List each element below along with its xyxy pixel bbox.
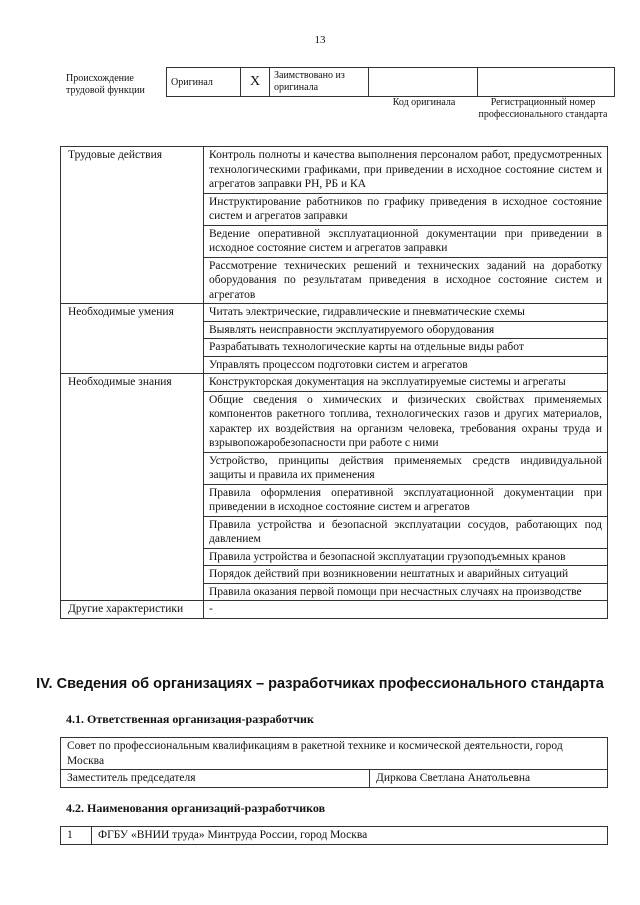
row-group-label: Другие характеристики (61, 601, 204, 619)
origin-original: Оригинал (167, 68, 241, 97)
page-number: 13 (314, 34, 326, 46)
table-cell: Правила устройства и безопасной эксплуатации грузоподъемных кранов (204, 548, 608, 566)
table-cell: Контроль полноты и качества выполнения персоналом работ, предусмотренных технологическими графиками, при приведении в исходное состояние систем и агрегатов заправки РН, РБ и КА (204, 147, 608, 194)
table-cell: Устройство, принципы действия применяемых средств индивидуальной защиты и правила их применения (204, 452, 608, 484)
org-position: Заместитель председателя (61, 770, 370, 788)
table-cell: Порядок действий при возникновении нештатных и аварийных ситуаций (204, 566, 608, 584)
code-original-label: Код оригинала (392, 97, 456, 108)
table-cell: Правила оказания первой помощи при несчастных случаях на производстве (204, 583, 608, 601)
row-group-label: Необходимые умения (61, 304, 204, 374)
org-person: Диркова Светлана Анатольевна (370, 770, 608, 788)
table-cell: Инструктирование работников по графику приведения в исходное состояние систем и агрегатов заправки (204, 193, 608, 225)
table-cell: Рассмотрение технических решений и технических заданий на доработку оборудования по результатам приведения в исходное состояние систем и агрегатов (204, 257, 608, 304)
row-group-label: Трудовые действия (61, 147, 204, 304)
origin-table (166, 67, 615, 97)
table-cell: Ведение оперативной эксплуатационной документации при приведении в исходное состояние систем и агрегатов заправки (204, 225, 608, 257)
origin-code-cell (369, 68, 478, 97)
reg-number-label: Регистрационный номер профессионального стандарта (478, 97, 608, 120)
table-row (61, 304, 608, 322)
dev-org-number: 1 (61, 827, 92, 845)
table-cell: Конструкторская документация на эксплуатируемые системы и агрегаты (204, 374, 608, 392)
section-title: IV. Сведения об организациях – разработчиках профессионального стандарта (36, 676, 604, 692)
table-cell: Общие сведения о химических и физических свойствах применяемых компонентов ракетного топлива, технологических газов и других материалов, характер их воздействия на организм человека, требования охраны труда и взрывопожаробезопасности при работе с ними (204, 391, 608, 452)
table-cell: Управлять процессом подготовки систем и агрегатов (204, 356, 608, 374)
function-table (60, 146, 608, 619)
table-row (61, 147, 608, 194)
table-row (61, 601, 608, 619)
origin-borrowed: Заимствовано из оригинала (270, 68, 369, 97)
table-cell: Читать электрические, гидравлические и пневматические схемы (204, 304, 608, 322)
org-name: Совет по профессиональным квалификациям в ракетной технике и космической деятельности, город Москва (61, 738, 608, 770)
table-row (61, 374, 608, 392)
table-cell: Выявлять неисправности эксплуатируемого оборудования (204, 321, 608, 339)
origin-mark: X (241, 68, 270, 97)
subsection-4-2-title: 4.2. Наименования организаций-разработчиков (66, 801, 326, 815)
origin-label: Происхождение трудовой функции (66, 73, 145, 96)
origin-reg-cell (478, 68, 615, 97)
table-cell: Правила оформления оперативной эксплуатационной документации при приведении в исходное состояние систем и агрегатов (204, 484, 608, 516)
table-cell: Правила устройства и безопасной эксплуатации сосудов, работающих под давлением (204, 516, 608, 548)
responsible-org-table (60, 737, 608, 788)
table-cell: Разрабатывать технологические карты на отдельные виды работ (204, 339, 608, 357)
row-group-label: Необходимые знания (61, 374, 204, 601)
developer-orgs-table (60, 826, 608, 845)
dev-org-name: ФГБУ «ВНИИ труда» Минтруда России, город Москва (92, 827, 608, 845)
subsection-4-1-title: 4.1. Ответственная организация-разработчик (66, 712, 314, 726)
table-cell: - (204, 601, 608, 619)
